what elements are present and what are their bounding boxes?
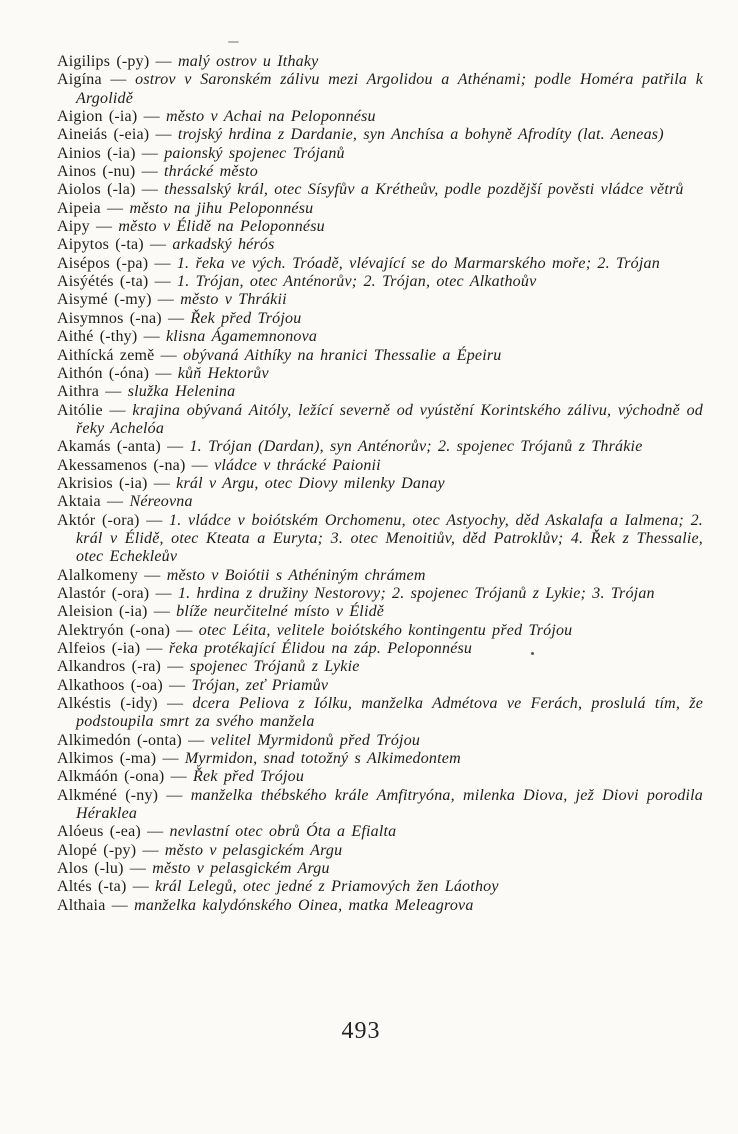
entry-term: Akessamenos (-na) <box>57 456 186 474</box>
glossary-entry <box>57 457 703 475</box>
entry-definition: kůň Hektorův <box>177 364 269 382</box>
glossary-entry <box>57 750 703 768</box>
entry-definition: thrácké město <box>164 163 258 181</box>
entry-separator: — <box>158 786 191 804</box>
entry-term: Akrisios (-ia) <box>57 474 148 492</box>
glossary-entry <box>57 658 703 676</box>
entry-separator: — <box>151 291 181 309</box>
page-number: 493 <box>341 1018 381 1044</box>
glossary-entry <box>57 126 703 144</box>
glossary-entry <box>57 677 703 695</box>
entry-term: Alkimedón (-onta) <box>57 731 182 749</box>
glossary-entry <box>57 255 703 273</box>
glossary-entry <box>57 236 703 254</box>
glossary-entry <box>57 695 703 732</box>
entry-definition: město v pelasgickém Argu <box>152 860 330 878</box>
entry-term: Aigion (-ia) <box>57 108 138 126</box>
entry-term: Alkéstis (-idy) <box>57 695 158 713</box>
entry-term: Alalkomeny <box>57 566 139 584</box>
entry-definition: vládce v thrácké Paionii <box>214 456 381 474</box>
entry-definition: trojský hrdina z Dardanie, syn Anchísa a bohyně Afrodíty (lat. Aeneas) <box>177 126 664 144</box>
entry-separator: — <box>89 218 119 236</box>
entry-definition: král Lelegů, otec jedné z Priamových žen Láothoy <box>155 878 499 896</box>
entry-term: Aithé (-thy) <box>57 328 138 346</box>
entry-definition: manželka thébského krále Amfitryóna, milenka Diova, jež Diovi porodila Héraklea <box>76 786 704 823</box>
glossary-entry <box>57 383 703 401</box>
glossary-entry <box>57 163 703 181</box>
entry-term: Ainios (-ia) <box>57 144 136 162</box>
glossary-entry <box>57 860 703 878</box>
entry-term: Akamás (-anta) <box>57 438 161 456</box>
entry-definition: arkadský hérós <box>172 236 275 254</box>
entry-separator: — <box>147 474 177 492</box>
glossary-entry <box>57 567 703 585</box>
entry-definition: spojenec Trójanů z Lykie <box>189 658 360 676</box>
entry-definition: služka Helenina <box>127 383 236 401</box>
entry-term: Alfeios (-ia) <box>57 640 141 657</box>
entry-separator: — <box>100 493 130 511</box>
entry-separator: — <box>100 199 130 217</box>
entry-term: Altés (-ta) <box>57 878 127 896</box>
entry-term: Alkmáón (-ona) <box>57 768 165 786</box>
glossary-entry <box>57 438 703 456</box>
entry-separator: — <box>137 108 166 126</box>
entry-separator: — <box>137 328 166 346</box>
entry-separator: — <box>181 731 211 749</box>
entry-separator: — <box>140 823 170 841</box>
glossary-entry <box>57 347 703 365</box>
entry-definition: město v Élidě na Peloponnésu <box>118 218 325 236</box>
entry-term: Aithra <box>57 383 100 401</box>
glossary-entry <box>57 145 703 163</box>
entry-term: Alkimos (-ma) <box>57 750 157 768</box>
entry-term: Ainos (-nu) <box>57 163 136 181</box>
entry-separator: — <box>164 768 194 786</box>
entry-separator: — <box>149 53 178 70</box>
entry-separator: — <box>135 163 165 181</box>
glossary-entry <box>57 200 703 218</box>
entry-term: Aithícká země <box>57 346 155 364</box>
entry-definition: 1. Trójan (Dardan), syn Anténorův; 2. spojenec Trójanů z Thrákie <box>189 438 643 456</box>
entry-term: Aitólie <box>57 401 103 419</box>
entry-separator: — <box>101 71 136 89</box>
glossary-entry <box>57 402 703 439</box>
entry-definition: ostrov v Saronském zálivu mezi Argolidou a Athénami; podle Homéra patřila k Argolidě <box>76 71 704 107</box>
glossary-entry <box>57 512 703 567</box>
entry-definition: manželka kalydónského Oinea, matka Meleagrova <box>134 896 474 914</box>
entry-term: Alopé (-py) <box>57 841 137 859</box>
glossary-entry <box>57 291 703 309</box>
entry-definition: 1. vládce v boiótském Orchomenu, otec Astyochy, děd Askalafa a Ialmena; 2. král v Élidě, otec Kteata a Euryta; 3. otec Menoitiův, děd Patroklův; 4. Řek z Thessalie, otec Echekleův <box>76 511 703 566</box>
glossary-entry <box>57 622 703 640</box>
glossary-entry <box>57 71 703 108</box>
entry-separator: — <box>156 750 185 768</box>
entry-separator: — <box>148 254 177 272</box>
entry-term: Aktór (-ora) <box>57 511 140 529</box>
entry-term: Althaia <box>57 896 106 914</box>
glossary-entry <box>57 310 703 328</box>
entry-definition: město v Boiótii s Athéniným chrámem <box>166 566 426 584</box>
entry-term: Aineiás (-eia) <box>57 126 150 144</box>
entry-term: Aigilips (-py) <box>57 53 150 70</box>
entry-separator: — <box>161 309 191 327</box>
entry-definition: Trójan, zeť Priamův <box>191 676 329 694</box>
entry-term: Aipytos (-ta) <box>57 236 144 254</box>
glossary-entry <box>57 897 703 915</box>
entry-term: Alkméné (-ny) <box>57 786 159 804</box>
entry-definition: řeka protékající Élidou na záp. Peloponnésu <box>168 640 473 657</box>
glossary-entries <box>57 53 703 915</box>
entry-term: Alóeus (-ea) <box>57 823 141 841</box>
entry-definition: malý ostrov u Ithaky <box>177 53 319 70</box>
entry-separator: — <box>123 860 153 878</box>
glossary-entry <box>57 218 703 236</box>
entry-term: Aleision (-ia) <box>57 603 148 621</box>
glossary-entry <box>57 732 703 750</box>
entry-separator: — <box>160 438 190 456</box>
entry-definition: velitel Myrmidonů před Trójou <box>210 731 421 749</box>
glossary-entry <box>57 768 703 786</box>
entry-separator: — <box>185 456 215 474</box>
entry-term: Alektryón (-ona) <box>57 621 171 639</box>
entry-separator: — <box>126 878 156 896</box>
glossary-entry <box>57 585 703 603</box>
glossary-entry <box>57 878 703 896</box>
entry-term: Aigína <box>57 71 102 89</box>
scan-artifact-dash <box>228 41 239 43</box>
glossary-entry <box>57 640 703 658</box>
entry-separator: — <box>102 401 133 419</box>
glossary-entry <box>57 273 703 291</box>
entry-definition: obývaná Aithíky na hranici Thessalie a Épeiru <box>183 346 502 364</box>
entry-term: Aipeia <box>57 199 101 217</box>
entry-separator: — <box>157 695 193 713</box>
entry-separator: — <box>149 584 178 602</box>
entry-term: Alos (-lu) <box>57 860 124 878</box>
entry-term: Aktaia <box>57 493 101 511</box>
entry-definition: město v Thrákii <box>180 291 287 309</box>
entry-separator: — <box>136 841 165 859</box>
entry-separator: — <box>99 383 128 401</box>
entry-definition: klisna Ágamemnonova <box>166 328 318 346</box>
entry-definition: Myrmidon, snad totožný s Alkimedontem <box>184 750 461 768</box>
glossary-entry <box>57 603 703 621</box>
glossary-entry <box>57 823 703 841</box>
entry-definition: král v Argu, otec Diovy milenky Danay <box>176 474 445 492</box>
entry-term: Alkandros (-ra) <box>57 658 162 676</box>
entry-separator: — <box>143 236 173 254</box>
glossary-entry <box>57 365 703 383</box>
entry-separator: — <box>139 511 170 529</box>
glossary-entry <box>57 475 703 493</box>
entry-separator: — <box>135 144 165 162</box>
entry-term: Aipy <box>57 218 90 236</box>
entry-term: Aisymnos (-na) <box>57 309 162 327</box>
glossary-entry <box>57 328 703 346</box>
entry-term: Alastór (-ora) <box>57 584 150 602</box>
glossary-entry <box>57 493 703 511</box>
entry-term: Aithón (-óna) <box>57 364 150 382</box>
entry-term: Aiolos (-la) <box>57 181 136 199</box>
entry-definition: 1. hrdina z družiny Nestorovy; 2. spojenec Trójanů z Lykie; 3. Trójan <box>177 584 655 602</box>
glossary-entry <box>57 842 703 860</box>
entry-separator: — <box>135 181 165 199</box>
entry-separator: — <box>149 126 178 144</box>
entry-definition: 1. řeka ve vých. Tróadě, vlévající se do Marmarského moře; 2. Trójan <box>176 254 660 272</box>
glossary-entry <box>57 181 703 199</box>
entry-separator: — <box>161 658 190 676</box>
entry-definition: dcera Peliova z Iólku, manželka Admétova ve Ferách, proslulá tím, že podstoupila smrt za svého manžela <box>76 695 704 731</box>
entry-separator: — <box>147 603 177 621</box>
entry-definition: otec Léita, velitele boiótského kontingentu před Trójou <box>198 621 573 639</box>
entry-definition: blíže neurčitelné místo v Élidě <box>176 603 385 621</box>
entry-definition: Řek před Trójou <box>193 768 305 786</box>
entry-definition: nevlastní otec obrů Óta a Efialta <box>169 823 397 841</box>
glossary-entry <box>57 53 703 71</box>
entry-term: Aisymé (-my) <box>57 291 152 309</box>
entry-definition: město v Achai na Peloponnésu <box>166 108 376 126</box>
entry-separator: — <box>170 621 199 639</box>
entry-definition: 1. Trójan, otec Anténorův; 2. Trójan, otec Alkathoův <box>177 273 537 291</box>
entry-separator: — <box>105 896 135 914</box>
entry-separator: — <box>149 364 178 382</box>
entry-definition: Néreovna <box>129 493 193 511</box>
entry-definition: krajina obývaná Aitóly, ležící severně od vyústění Korintského zálivu, východně od řeky Achelóa <box>76 401 703 437</box>
entry-definition: město na jihu Peloponnésu <box>129 199 314 217</box>
entry-separator: — <box>138 566 167 584</box>
entry-definition: město v pelasgickém Argu <box>164 841 343 859</box>
entry-separator: — <box>140 640 169 657</box>
entry-definition: Řek před Trójou <box>190 309 302 327</box>
entry-separator: — <box>148 273 178 291</box>
entry-term: Alkathoos (-oa) <box>57 676 163 694</box>
entry-definition: thessalský král, otec Sísyfův a Krétheův, podle pozdější pověsti vládce větrů <box>164 181 684 199</box>
entry-definition: paionský spojenec Trójanů <box>164 144 345 162</box>
entry-term: Aisépos (-pa) <box>57 254 149 272</box>
glossary-entry <box>57 108 703 126</box>
entry-separator: — <box>154 346 184 364</box>
glossary-entry <box>57 787 703 824</box>
entry-separator: — <box>162 676 192 694</box>
entry-term: Aisýétés (-ta) <box>57 273 149 291</box>
